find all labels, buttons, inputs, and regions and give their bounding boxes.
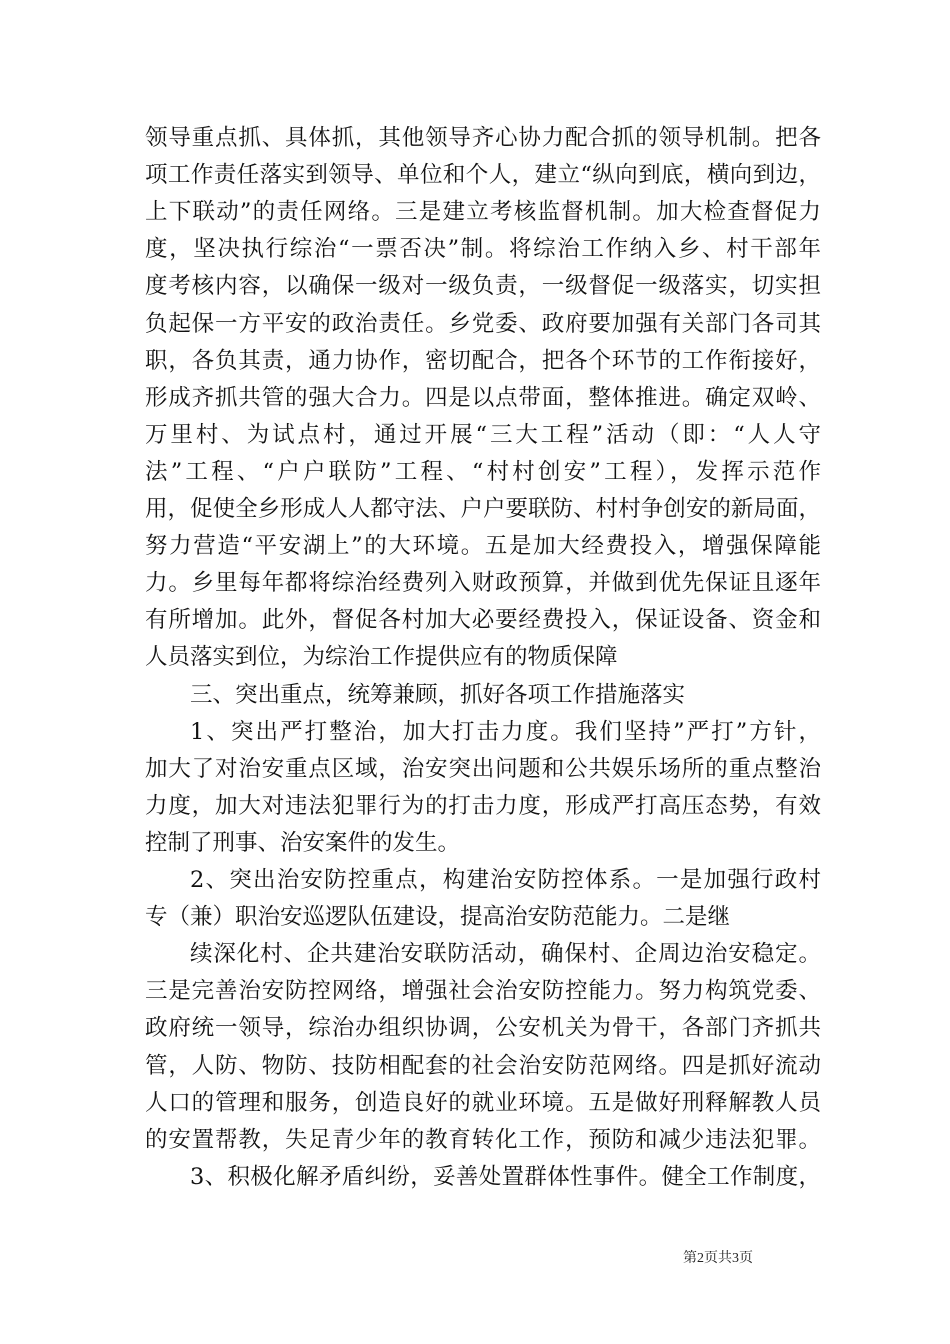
text-line: 力。乡里每年都将综治经费列入财政预算，并做到优先保证且逐年 [145,570,821,597]
text-line: 控制了刑事、治安案件的发生。 [145,829,461,856]
text-line: 人员落实到位，为综治工作提供应有的物质保障 [145,644,618,671]
text-line: 政府统一领导，综治办组织协调，公安机关为骨干，各部门齐抓共 [145,1015,821,1042]
text-line: 的安置帮教，失足青少年的教育转化工作，预防和减少违法犯罪。 [145,1126,821,1153]
text-line: 3、积极化解矛盾纠纷，妥善处置群体性事件。健全工作制度， [190,1163,821,1190]
text-line: 上下联动”的责任网络。三是建立考核监督机制。加大检查督促力 [145,199,821,226]
text-line: 项工作责任落实到领导、单位和个人，建立“纵向到底，横向到边， [145,162,821,189]
text-line: 力度，加大对违法犯罪行为的打击力度，形成严打高压态势，有效 [145,792,821,819]
text-line: 管，人防、物防、技防相配套的社会治安防范网络。四是抓好流动 [145,1052,821,1079]
text-line: 度，坚决执行综治“一票否决”制。将综治工作纳入乡、村干部年 [145,236,821,263]
text-line: 续深化村、企共建治安联防活动，确保村、企周边治安稳定。 [190,941,821,968]
text-line: 有所增加。此外，督促各村加大必要经费投入，保证设备、资金和 [145,607,821,634]
text-line: 万里村、为试点村，通过开展“三大工程”活动（即：“人人守 [145,421,821,448]
text-line: 三、突出重点，统筹兼顾，抓好各项工作措施落实 [190,681,686,708]
text-line: 加大了对治安重点区域，治安突出问题和公共娱乐场所的重点整治 [145,755,821,782]
text-line: 努力营造“平安湖上”的大环境。五是加大经费投入，增强保障能 [145,533,821,560]
page-number-footer: 第2页共3页 [683,1251,753,1266]
text-line: 职，各负其责，通力协作，密切配合，把各个环节的工作衔接好， [145,347,821,374]
text-line: 专（兼）职治安巡逻队伍建设，提高治安防范能力。二是继 [145,904,731,931]
text-line: 形成齐抓共管的强大合力。四是以点带面，整体推进。确定双岭、 [145,384,821,411]
text-line: 度考核内容，以确保一级对一级负责，一级督促一级落实，切实担 [145,273,821,300]
text-line: 人口的管理和服务，创造良好的就业环境。五是做好刑释解教人员 [145,1089,821,1116]
text-line: 负起保一方平安的政治责任。乡党委、政府要加强有关部门各司其 [145,310,821,337]
text-line: 三是完善治安防控网络，增强社会治安防控能力。努力构筑党委、 [145,978,821,1005]
text-line: 用，促使全乡形成人人都守法、户户要联防、村村争创安的新局面， [145,496,821,522]
text-line: 2、突出治安防控重点，构建治安防控体系。一是加强行政村 [190,867,821,893]
text-line: 领导重点抓、具体抓，其他领导齐心协力配合抓的领导机制。把各 [145,125,821,151]
text-line: 法”工程、“户户联防”工程、“村村创安”工程），发挥示范作 [145,458,821,485]
text-line: 1、突出严打整治，加大打击力度。我们坚持”严打”方针， [190,718,821,745]
